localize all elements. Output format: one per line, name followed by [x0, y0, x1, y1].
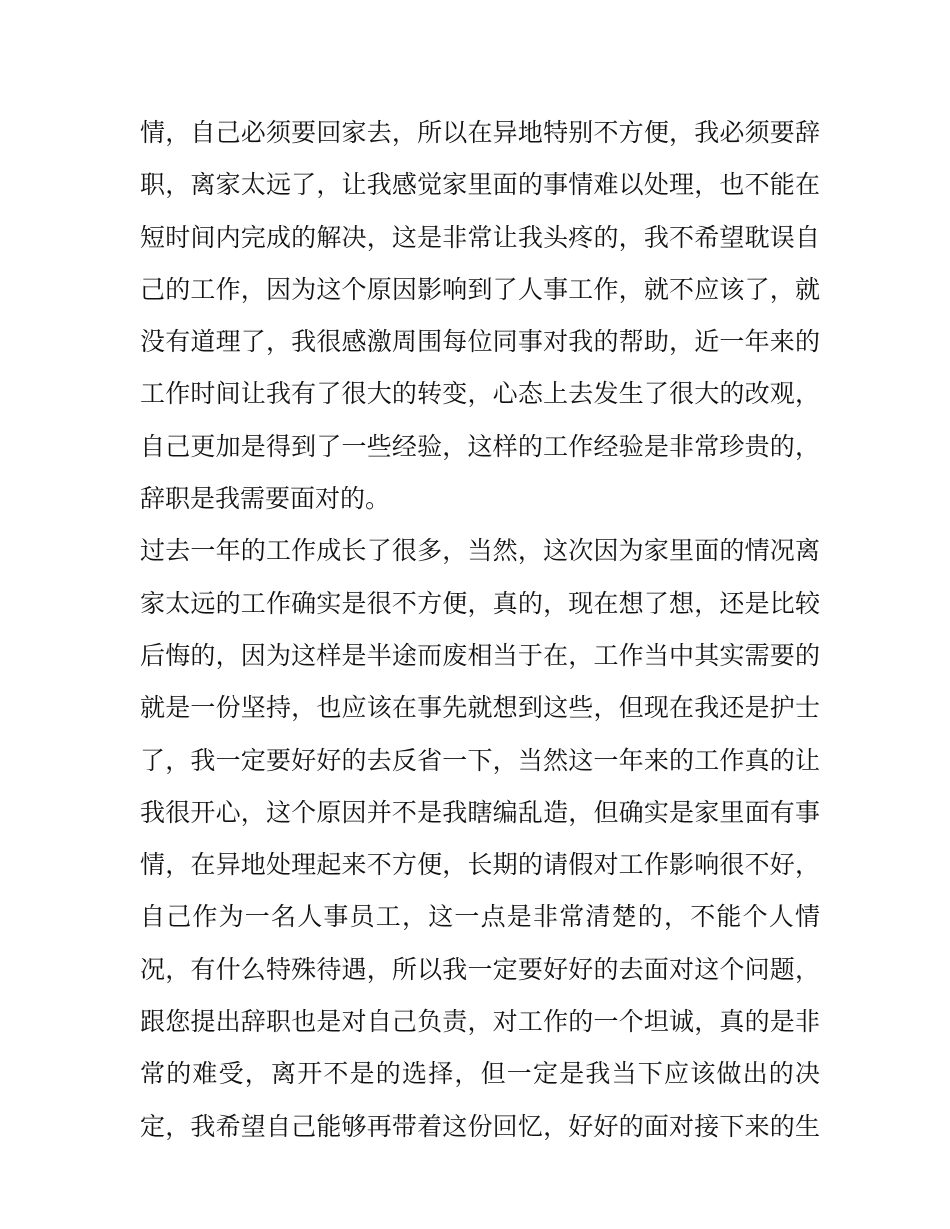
text-line: 辞职是我需要面对的。	[140, 484, 391, 514]
text-line: 了，我一定要好好的去反省一下，当然这一年来的工作真的让	[140, 745, 820, 775]
text-line: 自己作为一名人事员工，这一点是非常清楚的，不能个人情	[140, 902, 820, 932]
text-line: 况，有什么特殊待遇，所以我一定要好好的去面对这个问题，	[140, 954, 820, 984]
text-line: 后悔的，因为这样是半途而废相当于在，工作当中其实需要的	[140, 640, 820, 670]
text-line: 没有道理了，我很感激周围每位同事对我的帮助，近一年来的	[140, 327, 820, 357]
body-text	[140, 107, 820, 1153]
text-line: 情，在异地处理起来不方便，长期的请假对工作影响很不好，	[140, 850, 820, 880]
text-line: 定，我希望自己能够再带着这份回忆，好好的面对接下来的生	[140, 1111, 820, 1141]
text-line: 常的难受，离开不是的选择，但一定是我当下应该做出的决	[140, 1059, 820, 1089]
text-line: 职，离家太远了，让我感觉家里面的事情难以处理，也不能在	[140, 170, 820, 200]
text-line: 跟您提出辞职也是对自己负责，对工作的一个坦诚，真的是非	[140, 1007, 820, 1037]
text-line: 短时间内完成的解决，这是非常让我头疼的，我不希望耽误自	[140, 222, 820, 252]
text-line: 情，自己必须要回家去，所以在异地特别不方便，我必须要辞	[140, 118, 820, 147]
text-line: 过去一年的工作成长了很多，当然，这次因为家里面的情况离	[140, 536, 820, 566]
text-line: 我很开心，这个原因并不是我瞎编乱造，但确实是家里面有事	[140, 797, 820, 827]
text-line: 工作时间让我有了很大的转变，心态上去发生了很大的改观，	[140, 379, 820, 409]
text-line: 家太远的工作确实是很不方便，真的，现在想了想，还是比较	[140, 588, 820, 618]
text-line: 自己更加是得到了一些经验，这样的工作经验是非常珍贵的，	[140, 431, 820, 461]
text-line: 己的工作，因为这个原因影响到了人事工作，就不应该了，就	[140, 274, 820, 304]
text-line: 就是一份坚持，也应该在事先就想到这些，但现在我还是护士	[140, 693, 820, 723]
